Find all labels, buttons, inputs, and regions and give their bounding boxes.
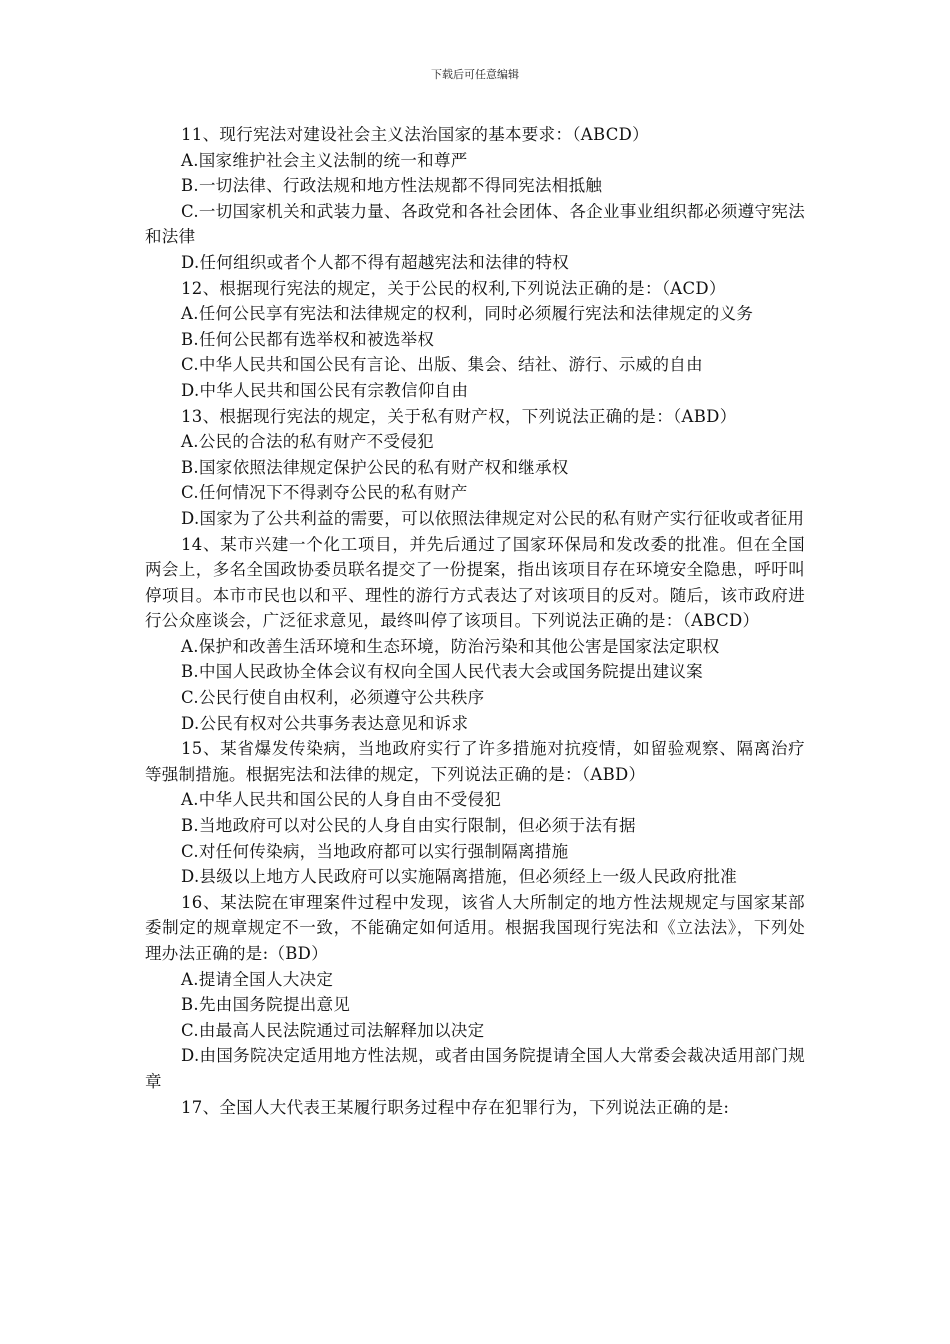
question-stem: 16、某法院在审理案件过程中发现，该省人大所制定的地方性法规规定与国家某部委制定的规章规定不一致，不能确定如何适用。根据我国现行宪法和《立法法》，下列处理办法正确的是:（BD） — [145, 892, 805, 963]
question-11 — [145, 122, 805, 276]
option-b: B.中国人民政协全体会议有权向全国人民代表大会或国务院提出建议案 — [181, 662, 703, 682]
option-b: B.一切法律、行政法规和地方性法规都不得同宪法相抵触 — [181, 176, 603, 196]
question-stem: 13、根据现行宪法的规定，关于私有财产权，下列说法正确的是：（ABD） — [181, 406, 737, 426]
option-b: B.任何公民都有选举权和被选举权 — [181, 329, 435, 349]
option-a: A.中华人民共和国公民的人身自由不受侵犯 — [181, 790, 502, 810]
option-b: B.国家依照法律规定保护公民的私有财产权和继承权 — [181, 457, 569, 477]
option-a: A.提请全国人大决定 — [181, 969, 334, 989]
question-stem: 17、全国人大代表王某履行职务过程中存在犯罪行为，下列说法正确的是: — [181, 1097, 730, 1117]
question-stem: 12、根据现行宪法的规定，关于公民的权利,下列说法正确的是：（ACD） — [181, 278, 726, 298]
question-stem: 11、现行宪法对建设社会主义法治国家的基本要求：（ABCD） — [181, 125, 649, 144]
option-a: A.国家维护社会主义法制的统一和尊严 — [181, 150, 468, 170]
option-c: C.由最高人民法院通过司法解释加以决定 — [181, 1020, 485, 1040]
option-d: D.县级以上地方人民政府可以实施隔离措施，但必须经上一级人民政府批准 — [181, 867, 738, 887]
option-c: C.公民行使自由权利，必须遵守公共秩序 — [181, 688, 485, 708]
option-d: D.中华人民共和国公民有宗教信仰自由 — [181, 380, 469, 400]
question-12 — [145, 276, 805, 404]
option-d: D.由国务院决定适用地方性法规，或者由国务院提请全国人大常委会裁决适用部门规章 — [145, 1046, 805, 1091]
option-b: B.先由国务院提出意见 — [181, 995, 351, 1015]
question-stem: 15、某省爆发传染病，当地政府实行了许多措施对抗疫情，如留验观察、隔离治疗等强制措施。根据宪法和法律的规定，下列说法正确的是：（ABD） — [145, 739, 805, 784]
question-stem: 14、某市兴建一个化工项目，并先后通过了国家环保局和发改委的批准。但在全国两会上，多名全国政协委员联名提交了一份提案，指出该项目存在环境安全隐患，呼吁叫停项目。本市市民也以和平、理性的游行方式表达了对该项目的反对。随后，该市政府进行公众座谈会，广泛征求意见，最终叫停了该项目。下列说法正确的是：（ABCD） — [145, 534, 805, 631]
option-c: C.中华人民共和国公民有言论、出版、集会、结社、游行、示威的自由 — [181, 355, 703, 375]
option-a: A.保护和改善生活环境和生态环境，防治污染和其他公害是国家法定职权 — [181, 636, 720, 656]
question-17 — [145, 1095, 805, 1121]
option-d: D.公民有权对公共事务表达意见和诉求 — [181, 713, 469, 733]
question-13 — [145, 404, 805, 532]
option-c: C.一切国家机关和武装力量、各政党和各社会团体、各企业事业组织都必须遵守宪法和法律 — [145, 201, 805, 247]
question-list — [145, 122, 805, 1120]
option-a: A.公民的合法的私有财产不受侵犯 — [181, 432, 434, 452]
option-d: D.任何组织或者个人都不得有超越宪法和法律的特权 — [181, 252, 570, 272]
question-16 — [145, 890, 805, 1095]
question-15 — [145, 736, 805, 890]
option-a: A.任何公民享有宪法和法律规定的权利，同时必须履行宪法和法律规定的义务 — [181, 304, 754, 324]
question-14 — [145, 532, 805, 737]
option-c: C.任何情况下不得剥夺公民的私有财产 — [181, 483, 468, 503]
page-header: 下载后可任意编辑 — [431, 68, 519, 81]
option-b: B.当地政府可以对公民的人身自由实行限制，但必须于法有据 — [181, 816, 636, 836]
option-c: C.对任何传染病，当地政府都可以实行强制隔离措施 — [181, 841, 569, 861]
option-d: D.国家为了公共利益的需要，可以依照法律规定对公民的私有财产实行征收或者征用 — [181, 508, 805, 528]
